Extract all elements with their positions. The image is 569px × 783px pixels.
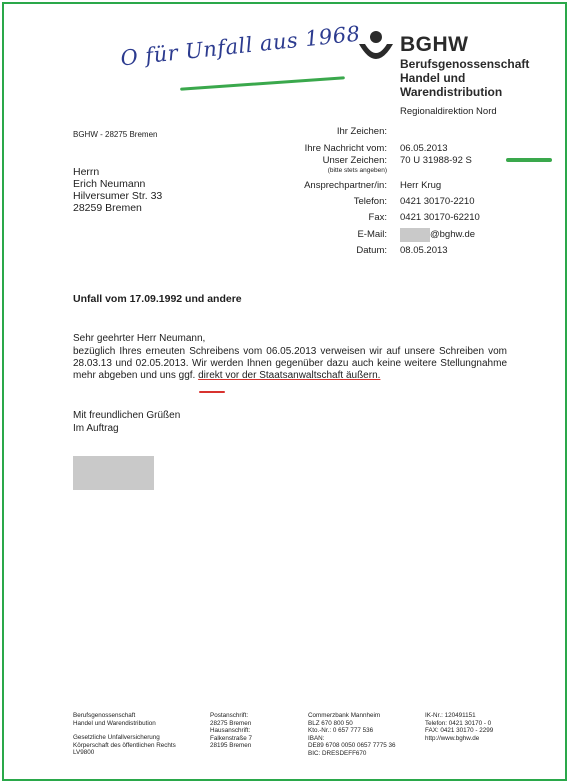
contact-value: Herr Krug bbox=[400, 180, 442, 191]
page-border bbox=[2, 2, 567, 781]
letter-body: bezüglich Ihres erneuten Schreibens vom 06.05.2013 verweisen wir auf unsere Schreiben vom 28.03.13 und 02.05.2013. Wir werden Ihnen gegenüber dazu auch keine weitere Stellungnahme mehr abgeben und uns ggf. direkt vor der Staatsanwaltschaft äußern. bbox=[73, 346, 507, 381]
closing: Mit freundlichen Grüßen bbox=[73, 410, 181, 421]
region-label: Regionaldirektion Nord bbox=[400, 106, 497, 117]
telefon-label: Telefon: bbox=[353, 196, 387, 207]
footer-organisation: Berufsgenossenschaft Handel und Warendistribution Gesetzliche Unfallversicherung Körperschaft des öffentlichen Rechts LV9800 bbox=[73, 712, 176, 757]
recipient-address: Herrn Erich Neumann Hilversumer Str. 33 28259 Bremen bbox=[73, 166, 163, 214]
unser-zeichen-value: 70 U 31988-92 S bbox=[400, 155, 472, 166]
handwritten-note: O für Unfall aus 1968 bbox=[119, 21, 362, 71]
underlined-phrase: direkt vor der Staatsanwaltschaft äußern. bbox=[198, 370, 381, 381]
unser-zeichen-note: (bitte stets angeben) bbox=[327, 167, 387, 174]
footer-address: Postanschrift: 28275 Bremen Hausanschrift: Falkenstraße 7 28195 Bremen bbox=[210, 712, 252, 750]
bghw-logo-icon bbox=[357, 30, 395, 66]
sender-line: BGHW - 28275 Bremen bbox=[73, 130, 158, 139]
ihre-nachricht-label: Ihre Nachricht vom: bbox=[304, 143, 387, 154]
telefon-value: 0421 30170-2210 bbox=[400, 196, 475, 207]
footer-bank: Commerzbank Mannheim BLZ 670 800 50 Kto.-Nr.: 0 657 777 536 IBAN: DE89 6708 0050 0657 7775 36 BIC: DRESDEFF670 bbox=[308, 712, 396, 757]
email-redaction bbox=[400, 228, 430, 242]
footer-contact: IK-Nr.: 120491151 Telefon: 0421 30170 - 0 FAX: 0421 30170 - 2299 http://www.bghw.de bbox=[425, 712, 494, 742]
red-underline-mark bbox=[199, 391, 225, 393]
letter-subject: Unfall vom 17.09.1992 und andere bbox=[73, 293, 242, 305]
contact-label: Ansprechpartner/in: bbox=[304, 180, 387, 191]
brand-name: BGHW bbox=[400, 33, 469, 56]
closing-auftrag: Im Auftrag bbox=[73, 423, 119, 434]
ihr-zeichen-label: Ihr Zeichen: bbox=[336, 126, 387, 137]
fax-value: 0421 30170-62210 bbox=[400, 212, 480, 223]
signature-redaction bbox=[73, 456, 154, 490]
brand-subtitle: Berufsgenossenschaft Handel und Warendistribution bbox=[400, 57, 530, 99]
reference-highlight-mark bbox=[506, 158, 552, 162]
salutation: Sehr geehrter Herr Neumann, bbox=[73, 333, 206, 344]
fax-label: Fax: bbox=[368, 212, 387, 223]
email-domain: @bghw.de bbox=[430, 229, 476, 240]
ihre-nachricht-value: 06.05.2013 bbox=[400, 143, 448, 154]
email-label: E-Mail: bbox=[357, 229, 387, 240]
datum-label: Datum: bbox=[356, 245, 387, 256]
datum-value: 08.05.2013 bbox=[400, 245, 448, 256]
unser-zeichen-label: Unser Zeichen: bbox=[322, 155, 387, 166]
